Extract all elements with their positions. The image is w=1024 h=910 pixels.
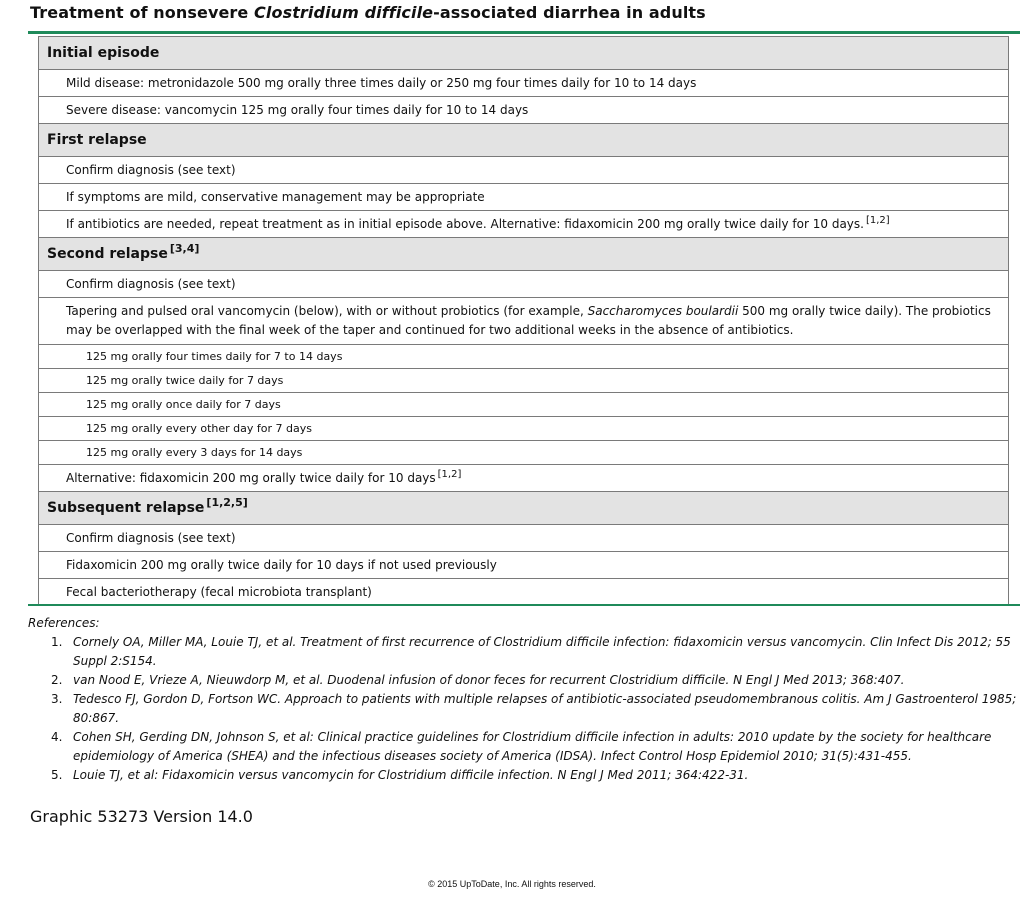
top-rule [28,31,1020,34]
row-text: Confirm diagnosis (see text) [39,525,1009,552]
section-heading: Initial episode [39,37,1009,70]
reference-citation: [1,2,5] [206,496,248,510]
row-cell [39,211,1009,238]
row-text: Fidaxomicin 200 mg orally twice daily for 10 days if not used previously [39,552,1009,579]
reference-citation: [1,2] [437,469,462,480]
row-text: Alternative: fidaxomicin 200 mg orally twice daily for 10 days [66,471,436,485]
table-row [39,552,1009,579]
references-label: References: [28,616,100,630]
taper-text-end: 500 mg orally twice daily). The probiotics may be overlapped with the final week of the taper and continued for two additional weeks in the absence of antibiotics. [66,304,991,337]
table-row [39,525,1009,552]
row-text: Confirm diagnosis (see text) [39,271,1009,298]
bottom-rule [28,604,1020,606]
section-header-first-relapse [39,124,1009,157]
section-heading: Subsequent relapse [47,500,205,516]
row-text: If symptoms are mild, conservative management may be appropriate [39,184,1009,211]
taper-text-organism: Saccharomyces boulardii [587,304,739,318]
taper-step-row [39,441,1009,465]
row-text: Severe disease: vancomycin 125 mg orally four times daily for 10 to 14 days [39,97,1009,124]
section-heading-cell [39,238,1009,271]
section-heading: First relapse [39,124,1009,157]
reference-number: 4. [51,730,63,744]
table-row [39,211,1009,238]
section-header-initial-episode [39,37,1009,70]
section-header-second-relapse [39,238,1009,271]
taper-step-text: 125 mg orally four times daily for 7 to 14 days [39,345,1009,369]
reference-number: 3. [51,692,63,706]
reference-number: 1. [51,635,63,649]
reference-item [51,671,1024,690]
page-title [30,3,706,22]
reference-item [51,728,1024,766]
taper-step-text: 125 mg orally every other day for 7 days [39,417,1009,441]
row-text: Mild disease: metronidazole 500 mg orally three times daily or 250 mg four times daily for 10 to 14 days [39,70,1009,97]
table-row [39,157,1009,184]
reference-item [51,633,1024,671]
reference-citation: [3,4] [169,242,200,256]
row-text: Confirm diagnosis (see text) [39,157,1009,184]
row-text: Fecal bacteriotherapy (fecal microbiota transplant) [39,579,1009,606]
reference-text: van Nood E, Vrieze A, Nieuwdorp M, et al. Duodenal infusion of donor feces for recurrent Clostridium difficile. N Engl J Med 2013; 368:407. [73,673,905,687]
reference-citation: [1,2] [865,215,890,226]
title-prefix: Treatment of nonsevere [30,3,255,22]
section-header-subsequent-relapse [39,492,1009,525]
graphic-version-label: Graphic 53273 Version 14.0 [30,807,253,826]
references-list [28,633,1024,785]
table-row [39,298,1009,345]
taper-step-row [39,417,1009,441]
table-row [39,271,1009,298]
reference-text: Louie TJ, et al: Fidaxomicin versus vancomycin for Clostridium difficile infection. N Engl J Med 2011; 364:422-31. [73,768,749,782]
table-row [39,70,1009,97]
row-cell [39,465,1009,492]
taper-step-row [39,369,1009,393]
section-heading-cell [39,492,1009,525]
table-row [39,579,1009,606]
reference-item [51,690,1024,728]
taper-step-row [39,393,1009,417]
taper-step-text: 125 mg orally once daily for 7 days [39,393,1009,417]
taper-text-start: Tapering and pulsed oral vancomycin (below), with or without probiotics (for example, [66,304,588,318]
taper-step-row [39,345,1009,369]
taper-step-text: 125 mg orally every 3 days for 14 days [39,441,1009,465]
reference-number: 5. [51,768,63,782]
table-row [39,465,1009,492]
row-text: If antibiotics are needed, repeat treatment as in initial episode above. Alternative: fidaxomicin 200 mg orally twice daily for 10 days. [66,217,864,231]
reference-number: 2. [51,673,63,687]
reference-item [51,766,1024,785]
title-italic-organism: Clostridium difficile [254,3,434,22]
reference-text: Tedesco FJ, Gordon D, Fortson WC. Approach to patients with multiple relapses of antibiotic-associated pseudomembranous colitis. Am J Gastroenterol 1985; 80:867. [73,692,1017,725]
treatment-table [38,36,1009,606]
table-row [39,97,1009,124]
title-suffix: -associated diarrhea in adults [433,3,706,22]
reference-text: Cornely OA, Miller MA, Louie TJ, et al. Treatment of first recurrence of Clostridium difficile infection: fidaxomicin versus vancomycin. Clin Infect Dis 2012; 55 Suppl 2:S154. [73,635,1011,668]
table-row [39,184,1009,211]
taper-step-text: 125 mg orally twice daily for 7 days [39,369,1009,393]
section-heading: Second relapse [47,246,168,262]
row-cell [39,298,1009,345]
copyright-notice: © 2015 UpToDate, Inc. All rights reserved. [428,879,596,889]
reference-text: Cohen SH, Gerding DN, Johnson S, et al: Clinical practice guidelines for Clostridium difficile infection in adults: 2010 update by the society for healthcare epidemiology of America (SHEA) and the infectious diseases society of America (IDSA). Infect Control Hosp Epidemiol 2010; 31(5):431-455. [73,730,992,763]
